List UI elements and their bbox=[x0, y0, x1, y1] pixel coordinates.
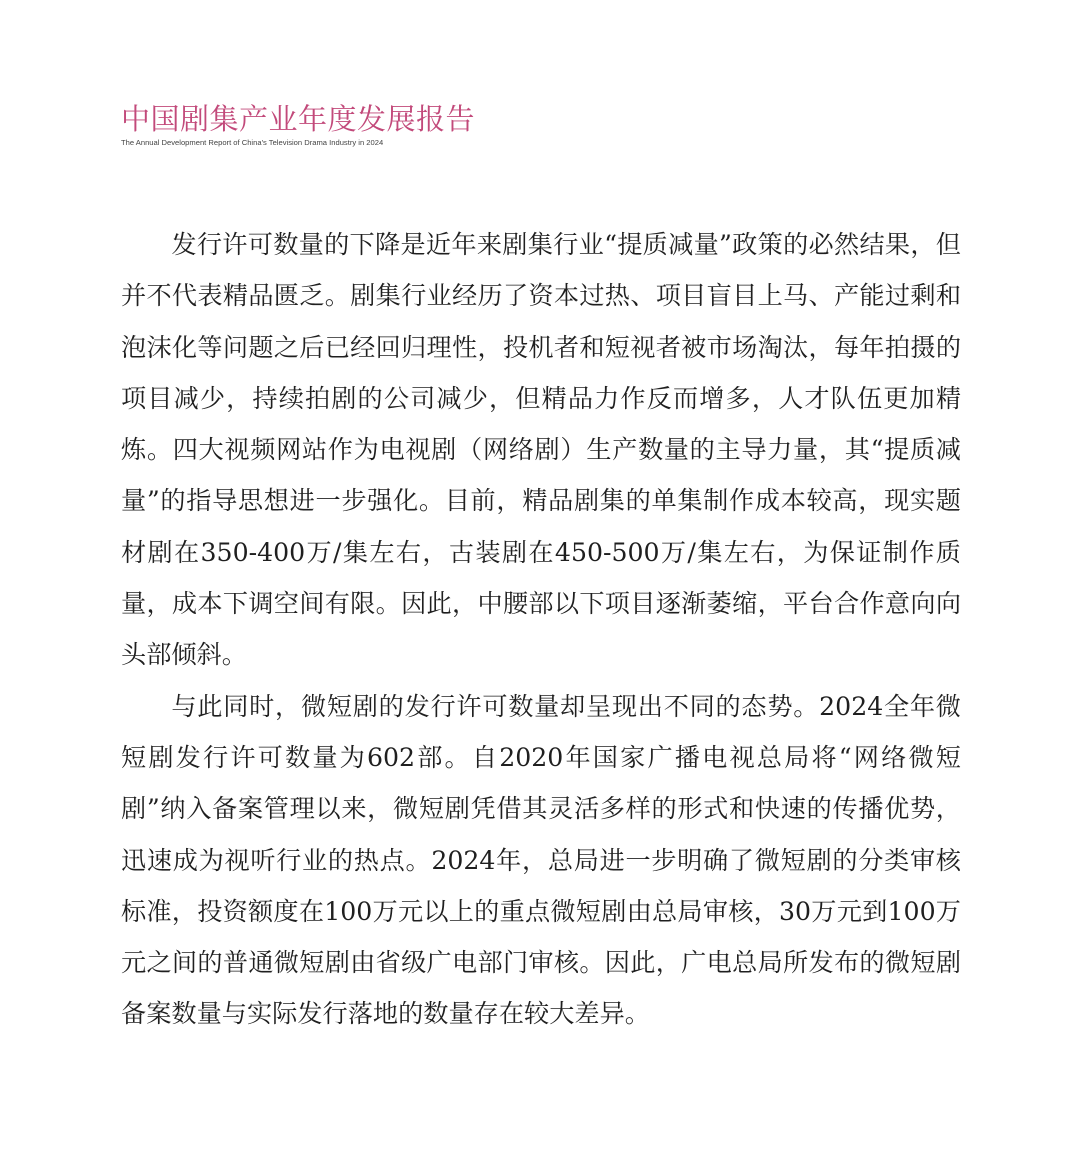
paragraph-1: 发行许可数量的下降是近年来剧集行业“提质减量”政策的必然结果，但并不代表精品匮乏。剧集行业经历了资本过热、项目盲目上马、产能过剩和泡沫化等问题之后已经回归理性，投机者和短视者被市场淘汰，每年拍摄的项目减少，持续拍剧的公司减少，但精品力作反而增多，人才队伍更加精炼。四大视频网站作为电视剧（网络剧）生产数量的主导力量，其“提质减量”的指导思想进一步强化。目前，精品剧集的单集制作成本较高，现实题材剧在350-400万/集左右，古装剧在450-500万/集左右，为保证制作质量，成本下调空间有限。因此，中腰部以下项目逐渐萎缩，平台合作意向向头部倾斜。 bbox=[121, 230, 961, 670]
report-subtitle: The Annual Development Report of China's Television Drama Industry in 2024 bbox=[121, 138, 384, 147]
paragraph-2: 与此同时，微短剧的发行许可数量却呈现出不同的态势。2024全年微短剧发行许可数量为602部。自2020年国家广播电视总局将“网络微短剧”纳入备案管理以来，微短剧凭借其灵活多样的形式和快速的传播优势，迅速成为视听行业的热点。2024年，总局进一步明确了微短剧的分类审核标准，投资额度在100万元以上的重点微短剧由总局审核，30万元到100万元之间的普通微短剧由省级广电部门审核。因此，广电总局所发布的微短剧备案数量与实际发行落地的数量存在较大差异。 bbox=[121, 691, 961, 1029]
article-body bbox=[121, 219, 961, 1040]
report-title: 中国剧集产业年度发展报告 bbox=[121, 102, 476, 136]
report-header bbox=[121, 100, 721, 148]
